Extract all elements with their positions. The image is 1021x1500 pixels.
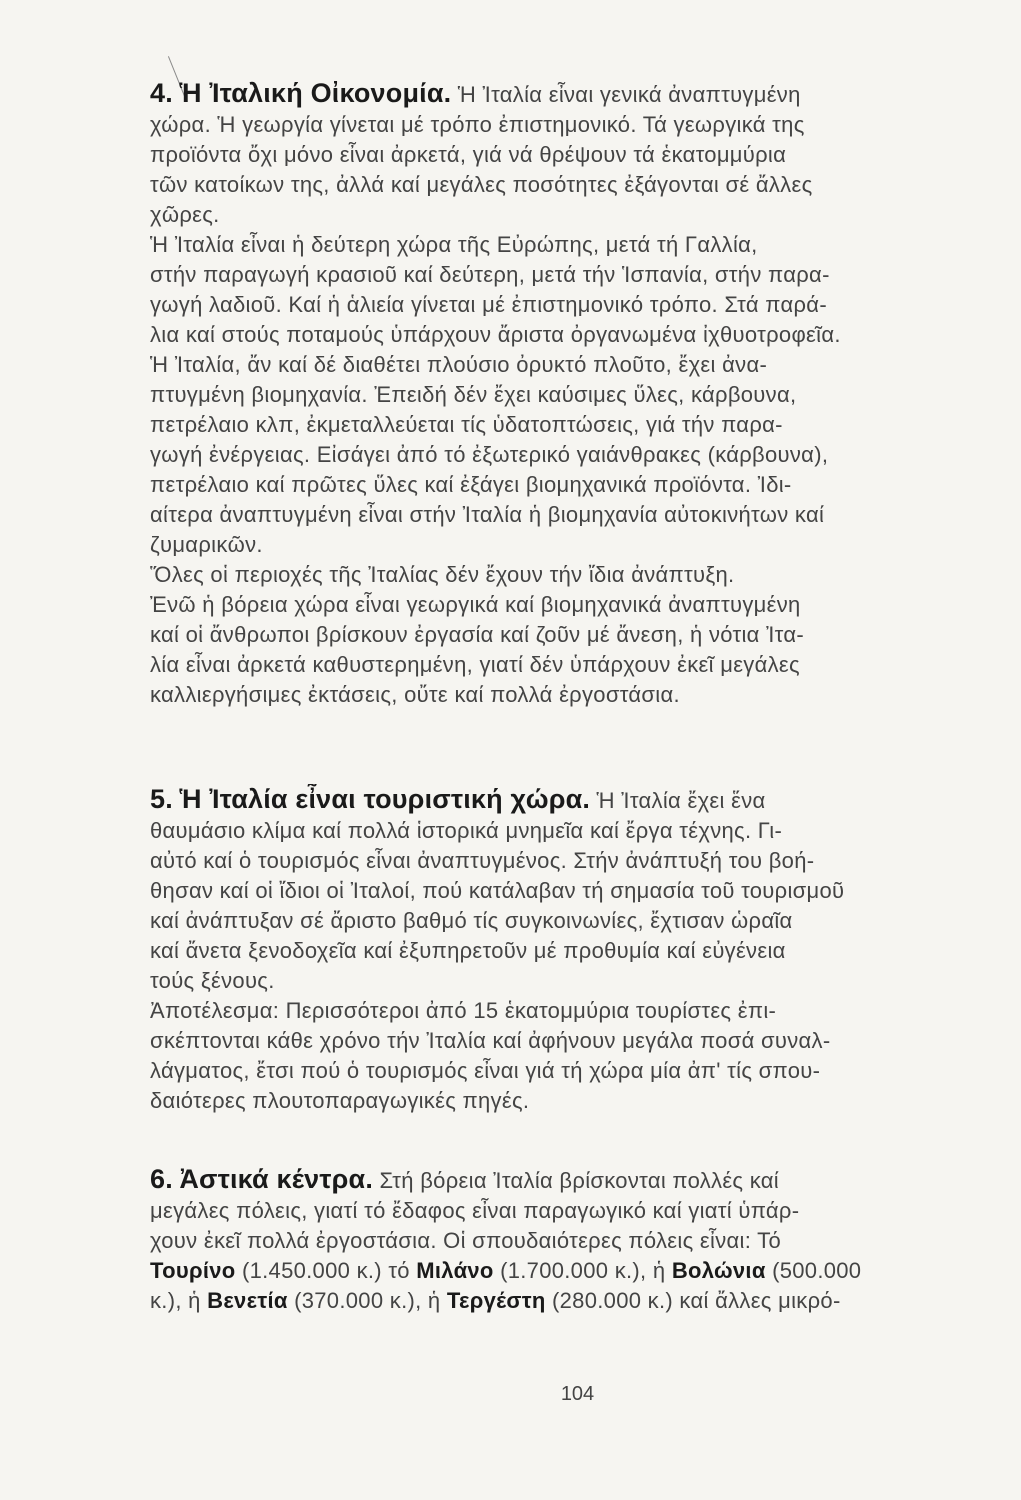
page-number: 104 bbox=[560, 1383, 595, 1405]
section-number: 6. bbox=[150, 1164, 173, 1194]
city-trieste: Τεργέστη bbox=[446, 1288, 546, 1313]
text-line: πτυγμένη βιομηχανία. Ἐπειδή δέν ἔχει καύσιμες ὕλες, κάρβουνα, bbox=[150, 382, 797, 407]
text-line: γωγή λαδιοῦ. Καί ἡ ἁλιεία γίνεται μέ ἐπιστημονικό τρόπο. Στά παρά- bbox=[150, 292, 827, 317]
section-italian-economy bbox=[150, 78, 990, 710]
text-line: καί οἱ ἄνθρωποι βρίσκουν ἐργασία καί ζοῦν μέ ἄνεση, ἡ νότια Ἰτα- bbox=[150, 622, 804, 647]
text-line: καί ἄνετα ξενοδοχεῖα καί ἐξυπηρετοῦν μέ προθυμία καί εὐγένεια bbox=[150, 938, 786, 963]
text-line: Ἡ Ἰταλία, ἄν καί δέ διαθέτει πλούσιο ὀρυκτό πλοῦτο, ἔχει ἀνα- bbox=[150, 352, 768, 377]
population-text: (1.450.000 κ.) τό bbox=[235, 1258, 417, 1283]
text-line: προϊόντα ὄχι μόνο εἶναι ἀρκετά, γιά νά θρέψουν τά ἑκατομμύρια bbox=[150, 142, 787, 167]
text-line bbox=[150, 1256, 990, 1286]
text-line: θησαν καί οἱ ἴδιοι οἱ Ἰταλοί, πού κατάλαβαν τή σημασία τοῦ τουρισμοῦ bbox=[150, 878, 845, 903]
city-milan: Μιλάνο bbox=[416, 1258, 494, 1283]
text-line: τούς ξένους. bbox=[150, 968, 275, 993]
text-line: σκέπτονται κάθε χρόνο τήν Ἰταλία καί ἀφήνουν μεγάλα ποσά συναλ- bbox=[150, 1028, 831, 1053]
text-line: αίτερα ἀναπτυγμένη εἶναι στήν Ἰταλία ἡ βιομηχανία αὐτοκινήτων καί bbox=[150, 502, 825, 527]
section-urban-centers bbox=[150, 1164, 990, 1316]
section-tourism bbox=[150, 784, 990, 1116]
population-text: (1.700.000 κ.), ἡ bbox=[493, 1258, 672, 1283]
text-line: Ἐνῶ ἡ βόρεια χώρα εἶναι γεωργικά καί βιομηχανικά ἀναπτυγμένη bbox=[150, 592, 801, 617]
text-line: Ἡ Ἰταλία εἶναι γενικά ἀναπτυγμένη bbox=[451, 82, 801, 107]
text-line: δαιότερες πλουτοπαραγωγικές πηγές. bbox=[150, 1088, 530, 1113]
text-line: χῶρες. bbox=[150, 202, 220, 227]
text-line bbox=[150, 1286, 990, 1316]
text-line: Στή βόρεια Ἰταλία βρίσκονται πολλές καί bbox=[373, 1168, 779, 1193]
city-venice: Βενετία bbox=[207, 1288, 288, 1313]
text-line: γωγή ἐνέργειας. Εἰσάγει ἀπό τό ἐξωτερικό γαιάνθρακες (κάρβουνα), bbox=[150, 442, 829, 467]
section-number: 5. bbox=[150, 784, 173, 814]
text-line: πετρέλαιο καί πρῶτες ὕλες καί ἐξάγει βιομηχανικά προϊόντα. Ἰδι- bbox=[150, 472, 792, 497]
text-line: Ὅλες οἱ περιοχές τῆς Ἰταλίας δέν ἔχουν τήν ἴδια ἀνάπτυξη. bbox=[150, 562, 735, 587]
section-number: 4. bbox=[150, 78, 173, 108]
text-line: θαυμάσιο κλίμα καί πολλά ἱστορικά μνημεῖα καί ἔργα τέχνης. Γι- bbox=[150, 818, 783, 843]
text-line: μεγάλες πόλεις, γιατί τό ἔδαφος εἶναι παραγωγικό καί γιατί ὑπάρ- bbox=[150, 1198, 800, 1223]
text-line: ζυμαρικῶν. bbox=[150, 532, 263, 557]
text-line: πετρέλαιο κλπ, ἐκμεταλλεύεται τίς ὑδατοπτώσεις, γιά τήν παρα- bbox=[150, 412, 783, 437]
population-text: (500.000 bbox=[765, 1258, 862, 1283]
population-text: (280.000 κ.) καί ἄλλες μικρό- bbox=[545, 1288, 841, 1313]
text-line: στήν παραγωγή κρασιοῦ καί δεύτερη, μετά τήν Ἱσπανία, στήν παρα- bbox=[150, 262, 830, 287]
text-line: καί ἀνάπτυξαν σέ ἄριστο βαθμό τίς συγκοινωνίες, ἔχτισαν ὡραῖα bbox=[150, 908, 793, 933]
section-title: Ἀστικά κέντρα. bbox=[179, 1164, 374, 1194]
section-heading-line bbox=[150, 784, 990, 816]
text-line: λία εἶναι ἀρκετά καθυστερημένη, γιατί δέν ὑπάρχουν ἐκεῖ μεγάλες bbox=[150, 652, 800, 677]
text-line: Ἡ Ἰταλία εἶναι ἡ δεύτερη χώρα τῆς Εὐρώπης, μετά τή Γαλλία, bbox=[150, 232, 758, 257]
text-line: αὐτό καί ὁ τουρισμός εἶναι ἀναπτυγμένος. Στήν ἀνάπτυξή του βοή- bbox=[150, 848, 815, 873]
city-turin: Τουρίνο bbox=[150, 1258, 236, 1283]
section-title: Ἡ Ἰταλία εἶναι τουριστική χώρα. bbox=[179, 784, 591, 814]
text-line: χουν ἐκεῖ πολλά ἐργοστάσια. Οἱ σπουδαιότερες πόλεις εἶναι: Τό bbox=[150, 1228, 782, 1253]
city-bologna: Βολώνια bbox=[671, 1258, 766, 1283]
text-line: λάγματος, ἔτσι πού ὁ τουρισμός εἶναι γιά τή χώρα μία ἀπ' τίς σπου- bbox=[150, 1058, 821, 1083]
text-line: λια καί στούς ποταμούς ὑπάρχουν ἄριστα ὀργανωμένα ἰχθυοτροφεῖα. bbox=[150, 322, 841, 347]
section-heading-line bbox=[150, 78, 990, 110]
population-text: κ.), ἡ bbox=[150, 1288, 208, 1313]
section-title: Ἡ Ἰταλική Οἰκονομία. bbox=[179, 78, 452, 108]
text-line: Ἀποτέλεσμα: Περισσότεροι ἀπό 15 ἑκατομμύρια τουρίστες ἐπι- bbox=[150, 998, 777, 1023]
text-line: καλλιεργήσιμες ἐκτάσεις, οὔτε καί πολλά ἐργοστάσια. bbox=[150, 682, 680, 707]
text-line: τῶν κατοίκων της, ἀλλά καί μεγάλες ποσότητες ἐξάγονται σέ ἄλλες bbox=[150, 172, 813, 197]
section-heading-line bbox=[150, 1164, 990, 1196]
text-line: χώρα. Ἡ γεωργία γίνεται μέ τρόπο ἐπιστημονικό. Τά γεωργικά της bbox=[150, 112, 805, 137]
text-line: Ἡ Ἰταλία ἔχει ἕνα bbox=[590, 788, 766, 813]
population-text: (370.000 κ.), ἡ bbox=[287, 1288, 447, 1313]
